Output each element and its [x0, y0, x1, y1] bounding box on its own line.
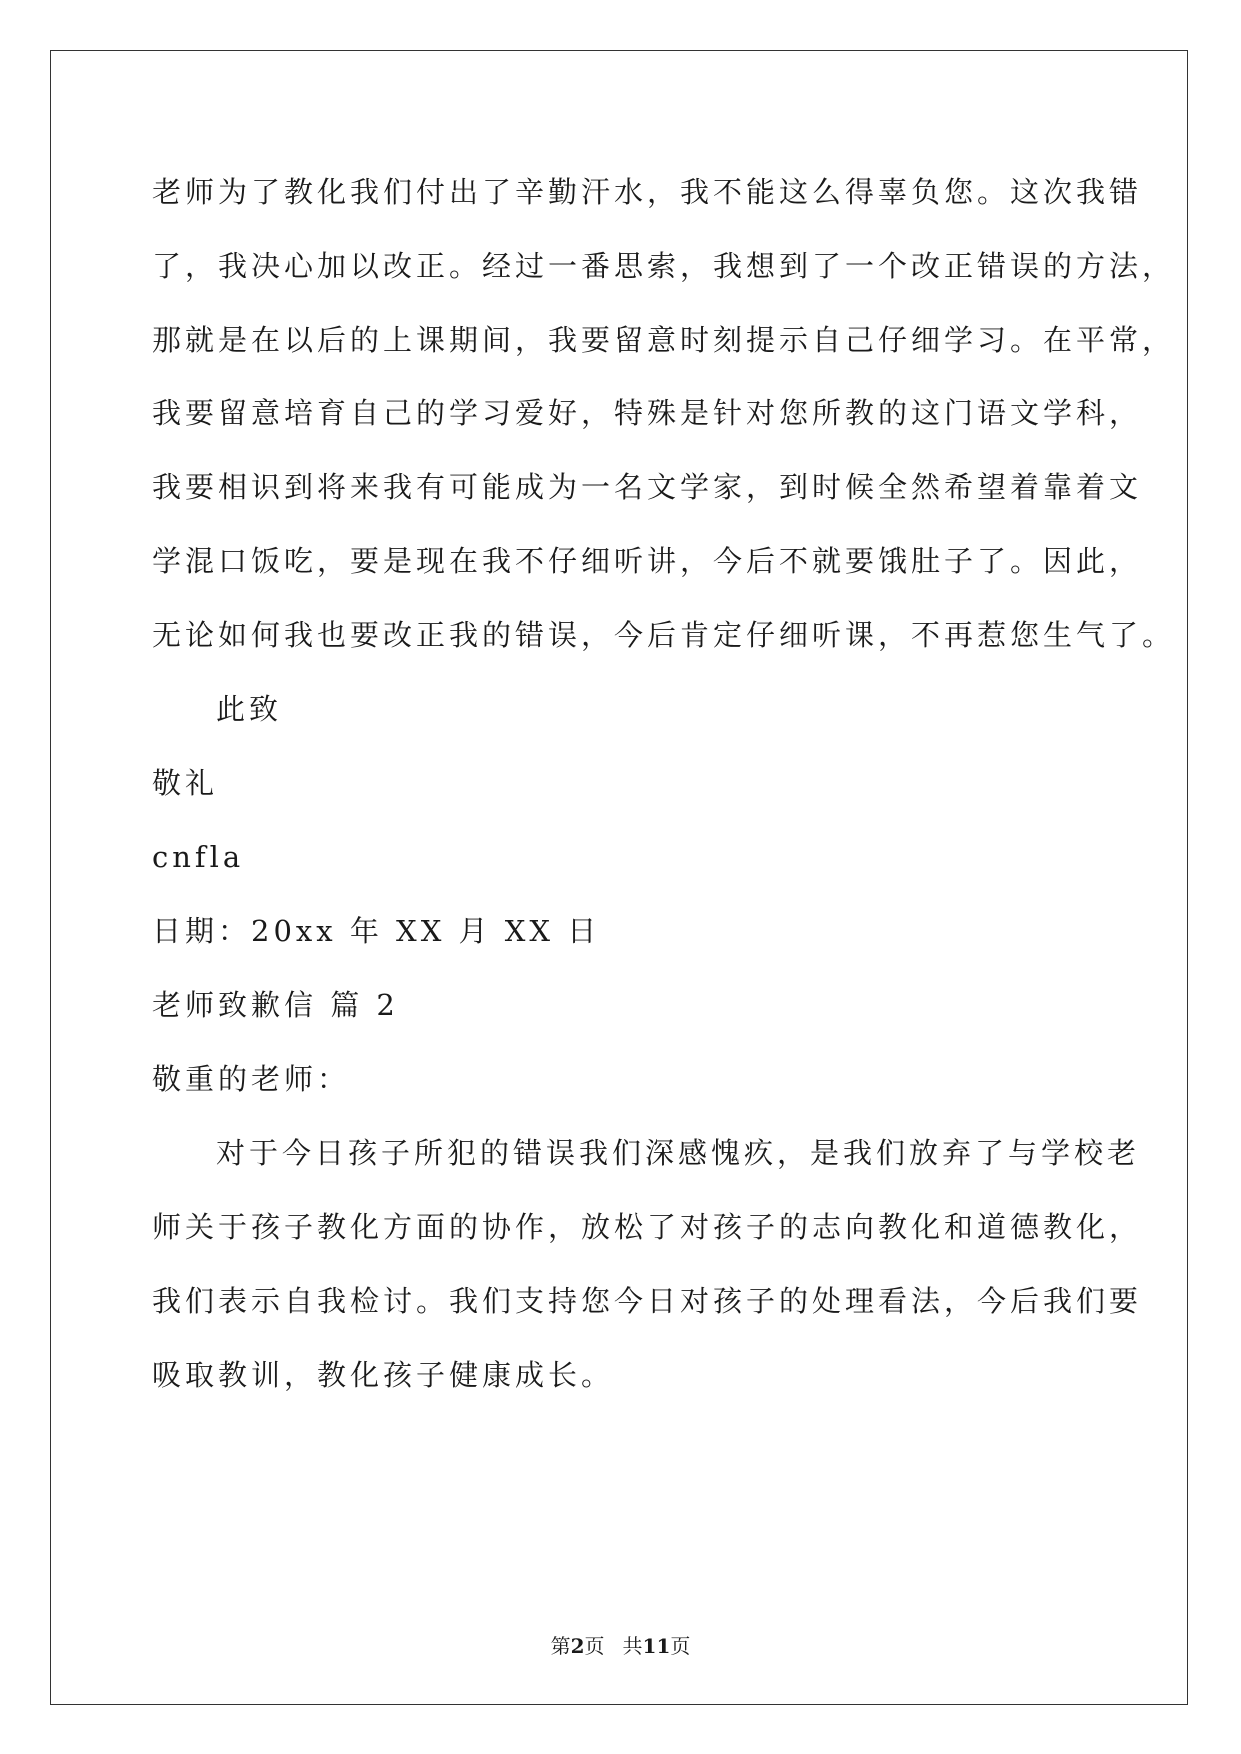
body-line-6: 学混口饭吃，要是现在我不仔细听讲，今后不就要饿肚子了。因此，: [152, 544, 1143, 578]
page-footer: [0, 1632, 1241, 1660]
greeting-text: 敬重的老师：: [152, 1062, 351, 1096]
signature-text: cnfla: [152, 840, 245, 874]
section-title: 老师致歉信 篇 2: [152, 988, 399, 1022]
body-line-1: 老师为了教化我们付出了辛勤汗水，我不能这么得辜负您。这次我错: [152, 175, 1143, 209]
body-line-5: 我要相识到将来我有可能成为一名文学家，到时候全然希望着靠着文: [152, 470, 1143, 504]
section2-line-3: 我们表示自我检讨。我们支持您今日对孩子的处理看法，今后我们要: [152, 1284, 1143, 1318]
section2-line-2: 师关于孩子教化方面的协作，放松了对孩子的志向教化和道德教化，: [152, 1210, 1143, 1244]
closing-text: 此致: [216, 692, 283, 726]
body-line-7: 无论如何我也要改正我的错误，今后肯定仔细听课，不再惹您生气了。: [152, 618, 1176, 652]
total-pages-number: 11: [642, 1634, 671, 1658]
body-line-3: 那就是在以后的上课期间，我要留意时刻提示自己仔细学习。在平常，: [152, 323, 1176, 357]
section2-line-4: 吸取教训，教化孩子健康成长。: [152, 1358, 615, 1392]
section2-line-1: 对于今日孩子所犯的错误我们深感愧疚，是我们放弃了与学校老: [216, 1136, 1141, 1170]
body-line-2: 了，我决心加以改正。经过一番思索，我想到了一个改正错误的方法，: [152, 249, 1176, 283]
current-page-number: 2: [570, 1634, 585, 1658]
body-line-4: 我要留意培育自己的学习爱好，特殊是针对您所教的这门语文学科，: [152, 396, 1143, 430]
footer-page-unit: 页: [584, 1634, 605, 1658]
footer-total-unit: 页: [670, 1634, 691, 1658]
footer-total-prefix: 共: [622, 1634, 643, 1658]
footer-prefix: 第: [550, 1634, 571, 1658]
salute-text: 敬礼: [152, 766, 219, 800]
date-text: 日期：20xx 年 XX 月 XX 日: [152, 914, 601, 948]
page-border: [50, 50, 1188, 1705]
